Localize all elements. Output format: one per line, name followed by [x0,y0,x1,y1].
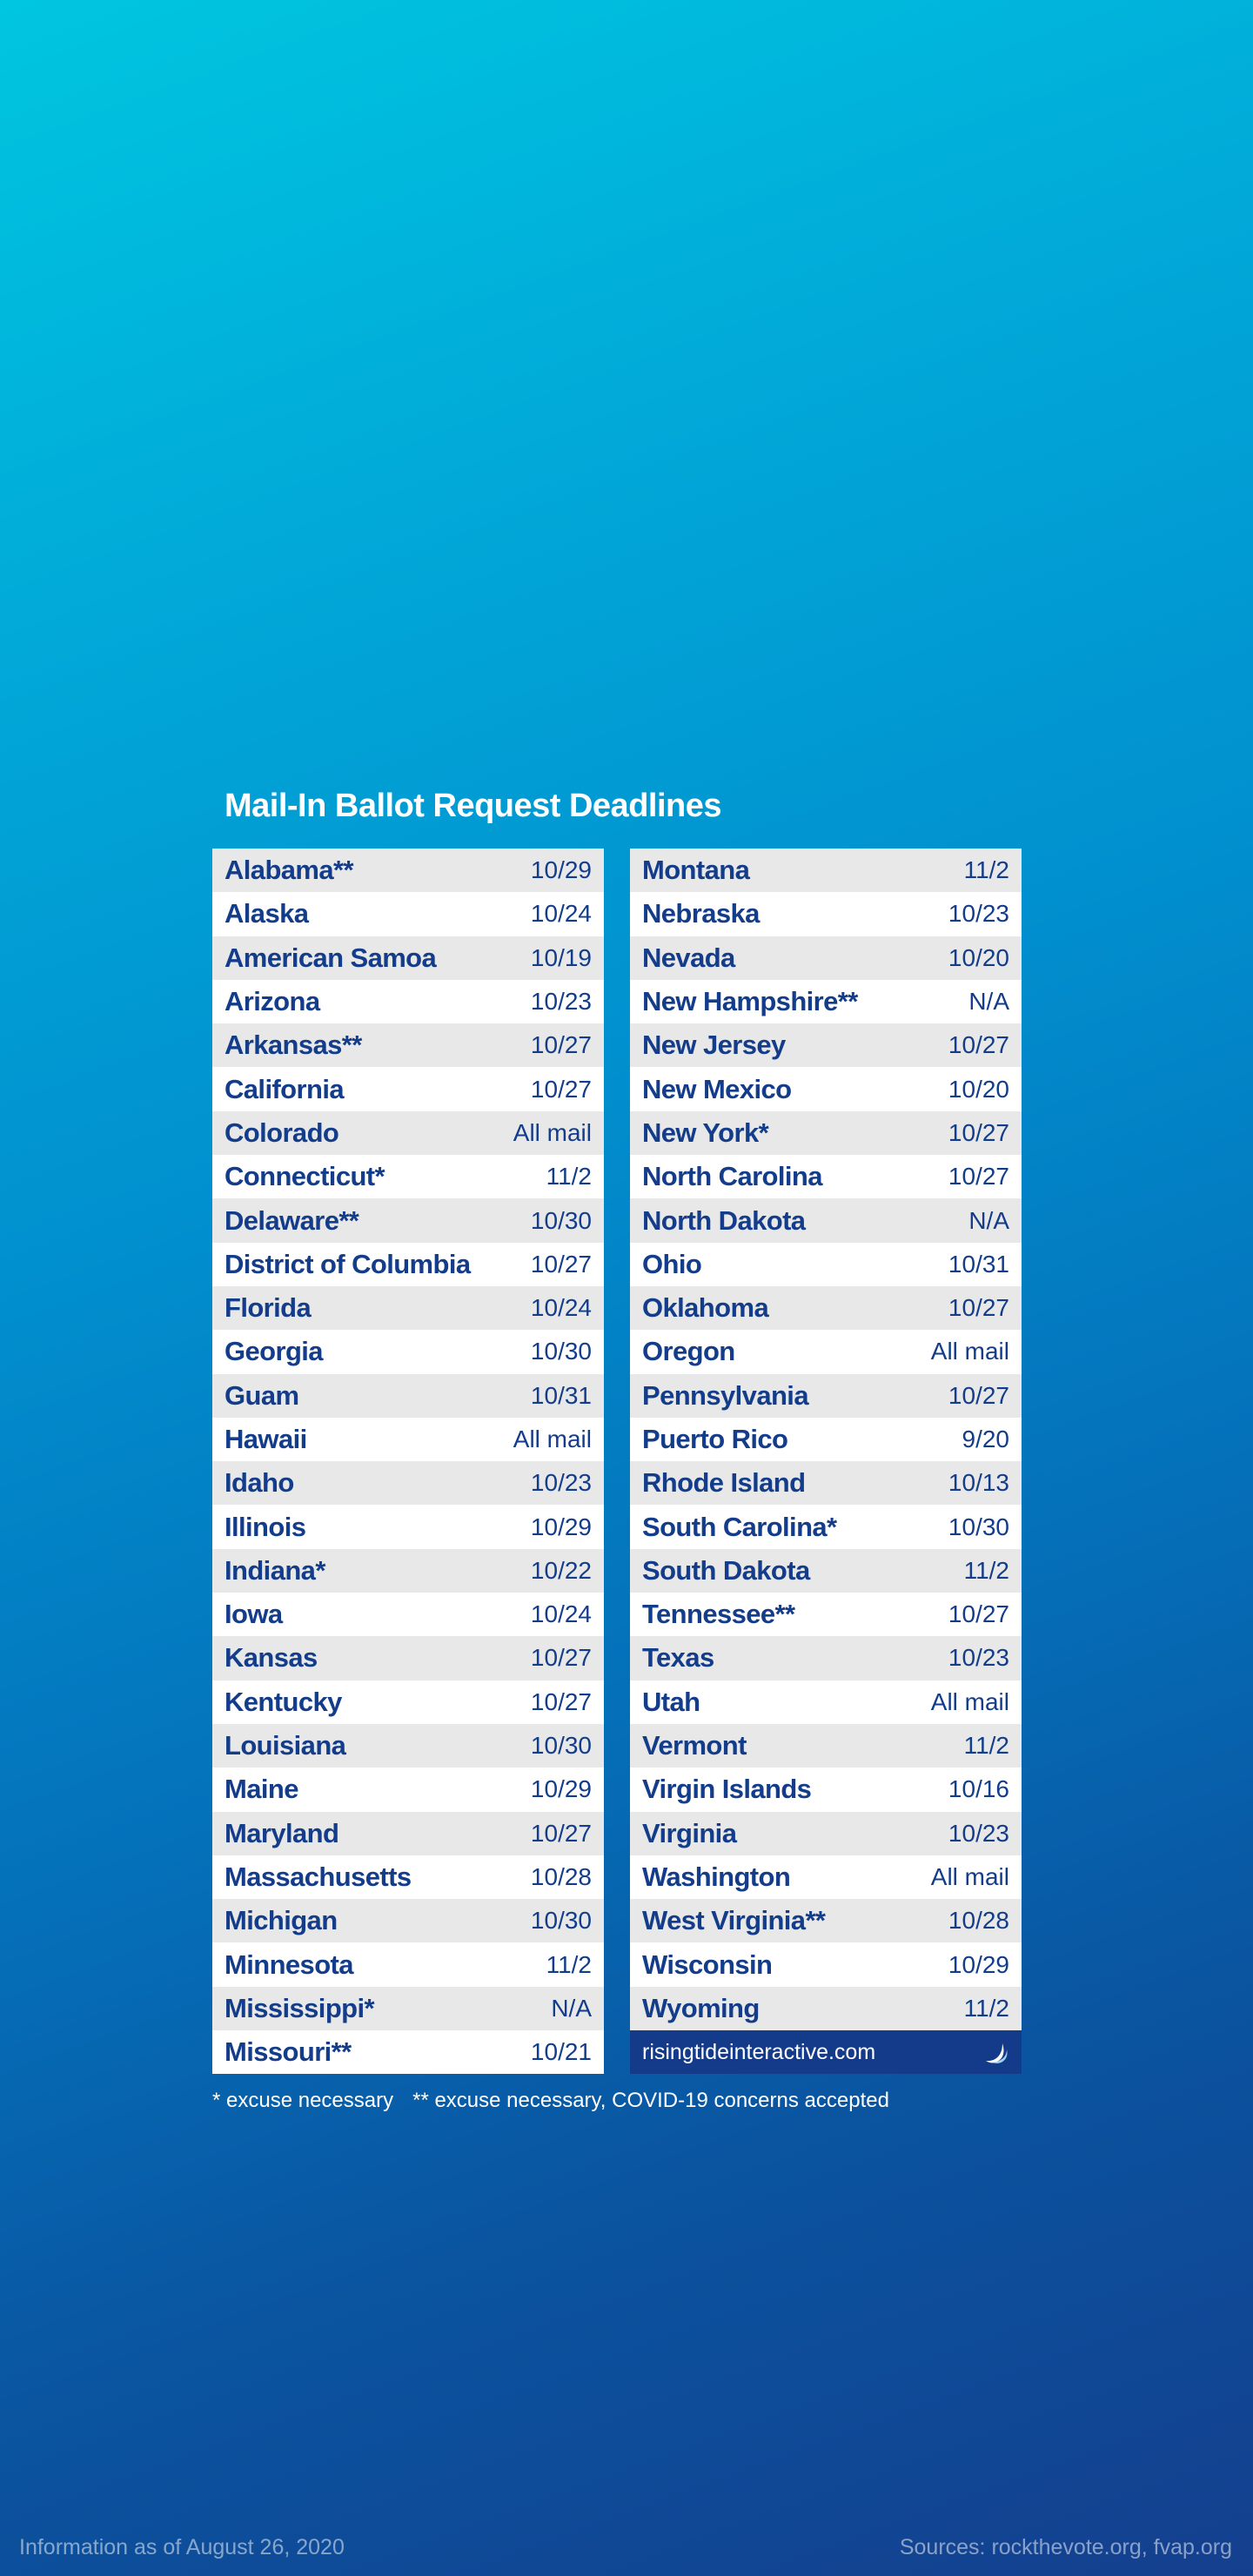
table-row-louisiana [212,1724,604,1768]
state-name: Missouri** [224,2036,352,2068]
table-row-arkansas [212,1023,604,1067]
table-row-wyoming [630,1987,1022,2030]
table-row-connecticut [212,1155,604,1198]
table-row-rhode-island [630,1461,1022,1505]
deadline-value: 10/29 [530,1775,592,1803]
state-name: New York* [642,1117,769,1148]
table-row-tennessee [630,1593,1022,1636]
table-row-kentucky [212,1680,604,1724]
deadline-value: 11/2 [963,856,1009,884]
deadline-value: 10/24 [530,1600,592,1628]
deadline-value: N/A [551,1994,592,2022]
state-name: Mississippi* [224,1992,374,2023]
deadline-value: 10/27 [530,1687,592,1715]
state-name: Nebraska [642,898,760,929]
deadline-value: 10/21 [530,2038,592,2066]
table-row-illinois [212,1505,604,1548]
state-name: Arizona [224,986,320,1017]
state-name: Connecticut* [224,1161,385,1192]
state-name: Delaware** [224,1204,359,1236]
state-name: Kansas [224,1642,318,1674]
state-name: North Carolina [642,1161,822,1192]
deadline-value: 11/2 [546,1163,592,1191]
deadline-value: 10/23 [948,1819,1009,1847]
deadline-value: 10/23 [948,900,1009,928]
deadline-value: 11/2 [963,1994,1009,2022]
table-row-ohio [630,1243,1022,1286]
state-name: Oregon [642,1336,735,1367]
state-name: Pennsylvania [642,1379,808,1411]
deadline-value: 10/24 [530,900,592,928]
state-name: Kentucky [224,1686,342,1717]
deadline-value: 10/27 [948,1381,1009,1409]
table-row-massachusetts [212,1855,604,1899]
table-row-indiana [212,1549,604,1593]
table-row-new-mexico [630,1067,1022,1110]
deadline-value: 10/30 [948,1513,1009,1540]
table-row-michigan [212,1899,604,1942]
deadline-value: 10/29 [530,856,592,884]
state-name: Guam [224,1379,299,1411]
deadline-value: All mail [930,1687,1009,1715]
table-row-oregon [630,1330,1022,1373]
state-name: Virgin Islands [642,1774,812,1805]
deadline-value: 10/31 [948,1250,1009,1278]
deadline-value: 10/20 [948,943,1009,971]
state-name: Maryland [224,1817,339,1848]
table-row-north-dakota [630,1198,1022,1242]
table-row-oklahoma [630,1286,1022,1330]
deadline-value: 10/23 [530,988,592,1016]
table-row-puerto-rico [630,1418,1022,1461]
deadline-value: 10/23 [948,1644,1009,1672]
deadline-value: 9/20 [962,1426,1009,1452]
state-name: Massachusetts [224,1861,412,1892]
deadline-value: 11/2 [963,1556,1009,1584]
table-row-hawaii [212,1418,604,1461]
table-row-california [212,1067,604,1110]
table-row-west-virginia [630,1899,1022,1942]
state-name: Tennessee** [642,1599,795,1630]
deadline-value: 11/2 [963,1732,1009,1760]
deadline-value: 10/19 [530,943,592,971]
table-row-south-carolina [630,1505,1022,1548]
table-row-north-carolina [630,1155,1022,1198]
table-row-florida [212,1286,604,1330]
deadline-value: 10/27 [530,1250,592,1278]
deadline-value: 10/30 [530,1732,592,1760]
table-row-arizona [212,980,604,1023]
deadline-value: 10/20 [948,1075,1009,1103]
state-name: Rhode Island [642,1467,806,1499]
state-name: Minnesota [224,1949,353,1980]
table-row-missouri [212,2030,604,2074]
deadline-table-right [630,849,1022,2074]
table-row-georgia [212,1330,604,1373]
state-name: Michigan [224,1905,338,1936]
page-title: Mail-In Ballot Request Deadlines [224,788,721,824]
state-name: Florida [224,1292,312,1324]
credit-bar [630,2030,1022,2074]
deadline-value: 10/28 [530,1862,592,1890]
table-row-mississippi [212,1987,604,2030]
deadline-value: 10/30 [530,1206,592,1234]
state-name: Montana [642,855,750,886]
state-name: Wisconsin [642,1949,773,1980]
deadline-value: All mail [930,1338,1009,1365]
table-row-pennsylvania [630,1374,1022,1418]
state-name: American Samoa [224,942,437,973]
table-row-virgin-islands [630,1768,1022,1811]
state-name: Virginia [642,1817,737,1848]
state-name: Colorado [224,1117,339,1148]
state-name: South Carolina* [642,1511,837,1542]
state-name: California [224,1073,344,1104]
table-row-nebraska [630,892,1022,936]
info-date: Information as of August 26, 2020 [19,2535,345,2559]
deadline-value: 10/28 [948,1907,1009,1935]
deadline-value: 10/27 [948,1163,1009,1191]
table-row-washington [630,1855,1022,1899]
table-row-alaska [212,892,604,936]
state-name: Texas [642,1642,714,1674]
state-name: District of Columbia [224,1248,471,1279]
state-name: Hawaii [224,1424,307,1454]
deadline-table-left [212,849,604,2074]
deadline-value: 10/24 [530,1294,592,1322]
table-row-american-samoa [212,936,604,980]
table-row-utah [630,1680,1022,1724]
deadline-value: 10/27 [530,1644,592,1672]
table-row-new-jersey [630,1023,1022,1067]
table-row-alabama [212,849,604,892]
state-name: Alaska [224,898,309,929]
footnotes [212,2089,889,2113]
table-row-guam [212,1374,604,1418]
state-name: Utah [642,1686,700,1717]
state-name: Georgia [224,1336,323,1367]
state-name: Iowa [224,1599,283,1630]
deadline-value: 10/27 [530,1819,592,1847]
table-row-texas [630,1636,1022,1680]
state-name: Puerto Rico [642,1424,788,1454]
state-name: New Jersey [642,1030,786,1061]
state-name: Vermont [642,1730,747,1761]
table-row-new-hampshire [630,980,1022,1023]
deadline-value: 10/23 [530,1469,592,1497]
deadline-value: N/A [968,988,1009,1016]
deadline-value: 10/13 [948,1469,1009,1497]
website-credit-link[interactable]: risingtideinteractive.com [642,2039,876,2064]
state-name: Arkansas** [224,1030,362,1061]
table-row-montana [630,849,1022,892]
state-name: South Dakota [642,1554,810,1586]
deadline-value: 10/27 [948,1031,1009,1059]
state-name: Alabama** [224,855,353,886]
table-row-colorado [212,1111,604,1155]
state-name: New Hampshire** [642,986,858,1017]
state-name: Nevada [642,942,735,973]
deadline-value: 10/27 [530,1075,592,1103]
table-row-district-of-columbia [212,1243,604,1286]
deadline-value: 10/22 [530,1556,592,1584]
table-row-maryland [212,1812,604,1855]
deadline-value: 10/30 [530,1338,592,1365]
deadline-value: 10/31 [530,1381,592,1409]
footnote-single-asterisk: * excuse necessary [212,2089,394,2112]
footnote-double-asterisk: ** excuse necessary, COVID-19 concerns accepted [412,2089,889,2112]
deadline-value: 10/27 [530,1031,592,1059]
state-name: Wyoming [642,1992,760,2023]
deadline-value: 10/29 [530,1513,592,1540]
table-row-south-dakota [630,1549,1022,1593]
deadline-value: 10/27 [948,1118,1009,1146]
state-name: Louisiana [224,1730,346,1761]
deadline-value: 10/27 [948,1294,1009,1322]
state-name: North Dakota [642,1204,806,1236]
deadline-value: 10/30 [530,1907,592,1935]
table-row-virginia [630,1812,1022,1855]
state-name: Illinois [224,1511,306,1542]
table-row-idaho [212,1461,604,1505]
table-row-wisconsin [630,1942,1022,1986]
table-row-vermont [630,1724,1022,1768]
deadline-value: All mail [513,1426,592,1452]
state-name: Washington [642,1861,791,1892]
deadline-value: N/A [968,1206,1009,1234]
table-row-maine [212,1768,604,1811]
deadline-value: 10/16 [948,1775,1009,1803]
table-row-nevada [630,936,1022,980]
rising-tide-wave-logo-icon [983,2039,1009,2065]
deadline-value: 10/27 [948,1600,1009,1628]
deadline-value: 10/29 [948,1950,1009,1978]
deadline-value: All mail [930,1862,1009,1890]
state-name: Indiana* [224,1554,325,1586]
state-name: Oklahoma [642,1292,769,1324]
table-row-new-york [630,1111,1022,1155]
table-row-iowa [212,1593,604,1636]
state-name: Idaho [224,1467,294,1499]
table-row-delaware [212,1198,604,1242]
state-name: West Virginia** [642,1905,826,1936]
state-name: Ohio [642,1248,702,1279]
deadline-value: 11/2 [546,1950,592,1978]
sources-credit: Sources: rockthevote.org, fvap.org [899,2535,1232,2559]
state-name: Maine [224,1774,298,1805]
table-row-kansas [212,1636,604,1680]
state-name: New Mexico [642,1073,792,1104]
table-row-minnesota [212,1942,604,1986]
deadline-value: All mail [513,1118,592,1146]
